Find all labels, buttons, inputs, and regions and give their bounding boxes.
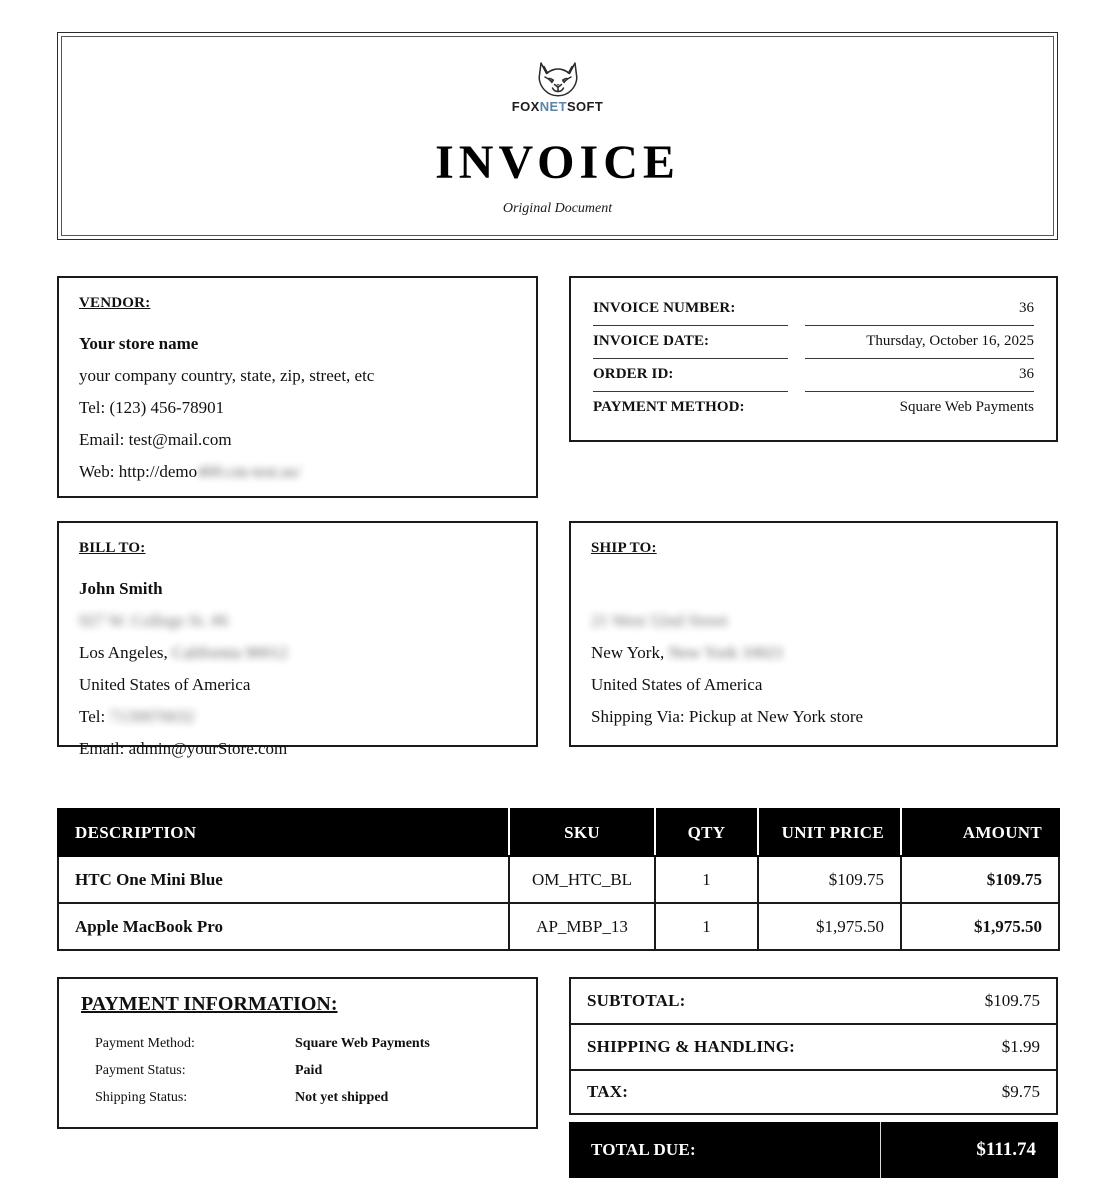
ship-to-country: United States of America	[591, 675, 763, 694]
meta-row	[593, 358, 1034, 391]
bill-to-city-redacted: California 90012	[172, 643, 288, 662]
ship-to-shipping-via: Shipping Via: Pickup at New York store	[591, 707, 864, 726]
payment-info-label: Payment Method:	[95, 1036, 195, 1051]
vendor-block	[57, 276, 538, 498]
totals-row-tax	[569, 1069, 1058, 1115]
totals-value: $1.99	[1001, 1037, 1040, 1056]
page-title: INVOICE	[435, 136, 680, 189]
fox-head-icon	[536, 59, 580, 97]
payment-info-row	[81, 1057, 514, 1084]
column-header-qty: QTY	[655, 809, 758, 856]
totals-label: SUBTOTAL:	[587, 991, 686, 1010]
meta-label: ORDER ID:	[593, 366, 674, 382]
brand-wordmark-soft: SOFT	[566, 99, 604, 114]
bill-to-name: John Smith	[79, 579, 163, 598]
meta-separator-left	[593, 358, 788, 359]
payment-info-value: Not yet shipped	[295, 1090, 389, 1105]
bill-to-tel	[79, 701, 516, 733]
vendor-web-prefix: Web: http://demo	[79, 462, 198, 481]
item-amount: $109.75	[901, 856, 1059, 903]
payment-information-heading: PAYMENT INFORMATION:	[81, 993, 338, 1015]
meta-row	[593, 325, 1034, 358]
item-unit-price: $1,975.50	[758, 903, 901, 950]
payment-info-label: Shipping Status:	[95, 1090, 188, 1105]
totals-block	[569, 977, 1058, 1178]
item-description: HTC One Mini Blue	[58, 856, 509, 903]
payment-info-row	[81, 1084, 514, 1111]
meta-value: 36	[1019, 300, 1034, 316]
meta-separator-right	[805, 358, 1034, 359]
totals-label: TAX:	[587, 1082, 629, 1101]
totals-row-total-due	[569, 1122, 1058, 1178]
bill-to-block	[57, 521, 538, 758]
bill-to-street: 927 W. College St. #6	[79, 611, 229, 630]
invoice-header-frame	[57, 32, 1058, 240]
meta-label: INVOICE DATE:	[593, 333, 710, 349]
table-row	[58, 856, 1059, 903]
item-description: Apple MacBook Pro	[58, 903, 509, 950]
item-sku: AP_MBP_13	[509, 903, 655, 950]
vendor-heading: VENDOR:	[79, 295, 151, 311]
totals-value: $9.75	[1001, 1082, 1040, 1101]
vendor-email: Email: test@mail.com	[79, 430, 232, 449]
total-due-label: TOTAL DUE:	[591, 1140, 696, 1159]
meta-label: PAYMENT METHOD:	[593, 399, 745, 415]
bill-to-tel-redacted: 7139970032	[109, 707, 195, 726]
vendor-web	[79, 456, 516, 488]
vendor-address: your company country, state, zip, street, etc	[79, 366, 375, 385]
column-header-amount: AMOUNT	[901, 809, 1059, 856]
item-unit-price: $109.75	[758, 856, 901, 903]
ship-to-street: 21 West 52nd Street	[591, 611, 728, 630]
payment-info-value: Square Web Payments	[295, 1036, 430, 1051]
vendor-tel: Tel: (123) 456-78901	[79, 398, 225, 417]
payment-info-label: Payment Status:	[95, 1063, 186, 1078]
vendor-name: Your store name	[79, 334, 199, 353]
payment-info-row	[81, 1030, 514, 1057]
meta-value: Thursday, October 16, 2025	[866, 333, 1034, 349]
column-header-sku: SKU	[509, 809, 655, 856]
page-subtitle: Original Document	[502, 201, 613, 216]
bill-to-tel-prefix: Tel:	[79, 707, 106, 726]
meta-separator-right	[805, 325, 1034, 326]
item-amount: $1,975.50	[901, 903, 1059, 950]
item-qty: 1	[655, 856, 758, 903]
invoice-header-inner	[61, 36, 1054, 236]
invoice-meta-block	[569, 276, 1058, 442]
ship-to-city-redacted: New York 10021	[668, 643, 785, 662]
ship-to-city-visible: New York,	[591, 643, 665, 662]
totals-label: SHIPPING & HANDLING:	[587, 1037, 796, 1056]
line-items-table	[57, 808, 1060, 951]
item-qty: 1	[655, 903, 758, 950]
meta-row	[593, 391, 1034, 424]
column-header-description: DESCRIPTION	[58, 809, 509, 856]
meta-separator-left	[593, 325, 788, 326]
ship-to-block	[569, 521, 1058, 747]
totals-value: $109.75	[984, 991, 1040, 1010]
brand-wordmark-net: NET	[539, 99, 567, 114]
meta-separator-right	[805, 391, 1034, 392]
totals-row-shipping	[569, 1023, 1058, 1069]
meta-label: INVOICE NUMBER:	[593, 300, 736, 316]
vendor-web-redacted: 400.cm-test.us/	[197, 462, 301, 481]
table-header-row	[58, 809, 1059, 856]
total-due-divider	[880, 1122, 881, 1178]
brand-logo	[512, 59, 603, 113]
ship-to-name	[591, 573, 1036, 605]
ship-to-heading: SHIP TO:	[591, 540, 657, 556]
bill-to-heading: BILL TO:	[79, 540, 146, 556]
bill-to-city-visible: Los Angeles,	[79, 643, 168, 662]
meta-value: 36	[1019, 366, 1034, 382]
meta-row	[593, 292, 1034, 325]
brand-wordmark-fox: FOX	[511, 99, 540, 114]
brand-wordmark	[512, 100, 603, 113]
column-header-unit-price: UNIT PRICE	[758, 809, 901, 856]
bill-to-email: Email: admin@yourStore.com	[79, 739, 288, 758]
meta-separator-left	[593, 391, 788, 392]
meta-value: Square Web Payments	[899, 399, 1034, 415]
item-sku: OM_HTC_BL	[509, 856, 655, 903]
ship-to-city	[591, 637, 1036, 669]
payment-information-block	[57, 977, 538, 1129]
bill-to-city	[79, 637, 516, 669]
total-due-value: $111.74	[976, 1139, 1036, 1160]
bill-to-country: United States of America	[79, 675, 251, 694]
table-row	[58, 903, 1059, 950]
totals-row-subtotal	[569, 977, 1058, 1023]
payment-info-value: Paid	[295, 1063, 323, 1078]
